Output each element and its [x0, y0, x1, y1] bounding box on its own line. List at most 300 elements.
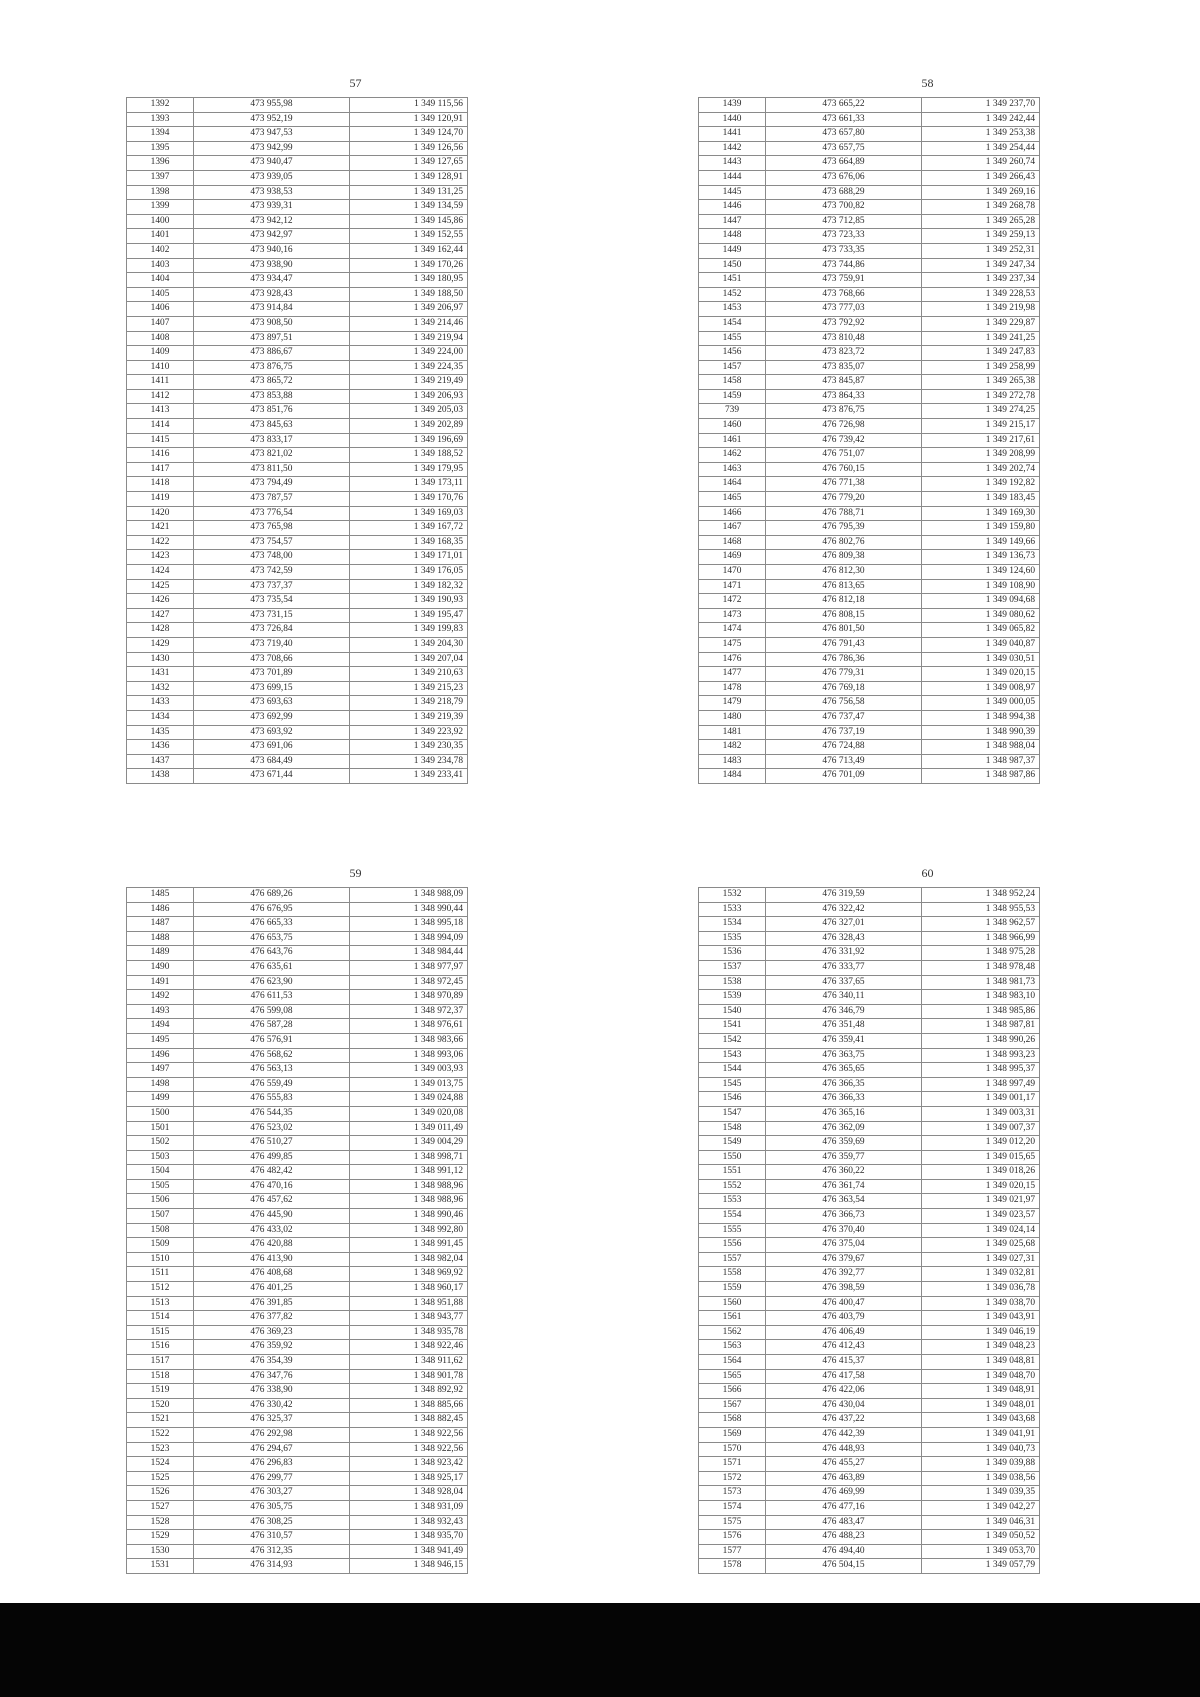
x-coordinate-cell: 476 420,88 [194, 1238, 350, 1253]
x-coordinate-cell: 473 708,66 [194, 652, 350, 667]
table-row [127, 1486, 468, 1501]
table-row [127, 754, 468, 769]
x-coordinate-cell: 476 340,11 [766, 990, 922, 1005]
x-coordinate-cell: 476 559,49 [194, 1077, 350, 1092]
table-row [127, 229, 468, 244]
table-row [127, 579, 468, 594]
table-row [699, 462, 1040, 477]
table-row [699, 1413, 1040, 1428]
x-coordinate-cell: 476 499,85 [194, 1150, 350, 1165]
y-coordinate-cell: 1 349 080,62 [922, 608, 1040, 623]
point-number-cell: 1530 [127, 1544, 194, 1559]
y-coordinate-cell: 1 349 230,35 [350, 740, 468, 755]
table-row [699, 243, 1040, 258]
y-coordinate-cell: 1 348 990,26 [922, 1033, 1040, 1048]
point-number-cell: 1400 [127, 214, 194, 229]
table-row [127, 917, 468, 932]
point-number-cell: 1485 [127, 888, 194, 903]
table-row [699, 1544, 1040, 1559]
x-coordinate-cell: 473 661,33 [766, 112, 922, 127]
table-row [699, 1033, 1040, 1048]
x-coordinate-cell: 476 359,77 [766, 1150, 922, 1165]
x-coordinate-cell: 476 366,33 [766, 1092, 922, 1107]
table-row [127, 521, 468, 536]
table-row [127, 477, 468, 492]
point-number-cell: 1458 [699, 375, 766, 390]
table-row [699, 1238, 1040, 1253]
table-row [127, 1530, 468, 1545]
y-coordinate-cell: 1 349 012,20 [922, 1136, 1040, 1151]
x-coordinate-cell: 476 788,71 [766, 506, 922, 521]
x-coordinate-cell: 473 731,15 [194, 608, 350, 623]
y-coordinate-cell: 1 349 228,53 [922, 287, 1040, 302]
point-number-cell: 1473 [699, 608, 766, 623]
table-row [127, 1311, 468, 1326]
y-coordinate-cell: 1 349 126,56 [350, 141, 468, 156]
point-number-cell: 1450 [699, 258, 766, 273]
point-number-cell: 1519 [127, 1384, 194, 1399]
y-coordinate-cell: 1 349 039,35 [922, 1486, 1040, 1501]
point-number-cell: 1562 [699, 1325, 766, 1340]
y-coordinate-cell: 1 349 266,43 [922, 170, 1040, 185]
x-coordinate-cell: 476 351,48 [766, 1019, 922, 1034]
point-number-cell: 1552 [699, 1179, 766, 1194]
point-number-cell: 1477 [699, 667, 766, 682]
point-number-cell: 1508 [127, 1223, 194, 1238]
y-coordinate-cell: 1 349 234,78 [350, 754, 468, 769]
table-row [699, 141, 1040, 156]
x-coordinate-cell: 476 377,82 [194, 1311, 350, 1326]
y-coordinate-cell: 1 349 170,76 [350, 492, 468, 507]
x-coordinate-cell: 476 643,76 [194, 946, 350, 961]
point-number-cell: 1461 [699, 433, 766, 448]
y-coordinate-cell: 1 349 169,30 [922, 506, 1040, 521]
x-coordinate-cell: 476 303,27 [194, 1486, 350, 1501]
point-number-cell: 1407 [127, 316, 194, 331]
point-number-cell: 1546 [699, 1092, 766, 1107]
y-coordinate-cell: 1 349 057,79 [922, 1559, 1040, 1574]
x-coordinate-cell: 473 742,59 [194, 565, 350, 580]
x-coordinate-cell: 473 823,72 [766, 346, 922, 361]
y-coordinate-cell: 1 349 182,32 [350, 579, 468, 594]
x-coordinate-cell: 476 347,76 [194, 1369, 350, 1384]
point-number-cell: 1555 [699, 1223, 766, 1238]
y-coordinate-cell: 1 348 988,96 [350, 1194, 468, 1209]
y-coordinate-cell: 1 349 214,46 [350, 316, 468, 331]
y-coordinate-cell: 1 349 134,59 [350, 200, 468, 215]
point-number-cell: 1496 [127, 1048, 194, 1063]
table-row [699, 975, 1040, 990]
y-coordinate-cell: 1 348 928,04 [350, 1486, 468, 1501]
table-row [699, 419, 1040, 434]
table-row [127, 990, 468, 1005]
point-number-cell: 1576 [699, 1530, 766, 1545]
point-number-cell: 1397 [127, 170, 194, 185]
table-row [699, 667, 1040, 682]
table-row [127, 492, 468, 507]
x-coordinate-cell: 476 701,09 [766, 769, 922, 784]
page-number: 57 [349, 76, 362, 90]
table-row [127, 375, 468, 390]
point-number-cell: 1433 [127, 696, 194, 711]
table-row [699, 769, 1040, 784]
x-coordinate-cell: 476 330,42 [194, 1398, 350, 1413]
point-number-cell: 1443 [699, 156, 766, 171]
x-coordinate-cell: 473 765,98 [194, 521, 350, 536]
table-row [127, 170, 468, 185]
y-coordinate-cell: 1 349 217,61 [922, 433, 1040, 448]
y-coordinate-cell: 1 348 892,92 [350, 1384, 468, 1399]
x-coordinate-cell: 476 422,06 [766, 1384, 922, 1399]
x-coordinate-cell: 473 942,12 [194, 214, 350, 229]
point-number-cell: 1522 [127, 1427, 194, 1442]
x-coordinate-cell: 476 737,47 [766, 710, 922, 725]
point-number-cell: 1505 [127, 1179, 194, 1194]
y-coordinate-cell: 1 349 065,82 [922, 623, 1040, 638]
x-coordinate-cell: 476 430,04 [766, 1398, 922, 1413]
x-coordinate-cell: 476 375,04 [766, 1238, 922, 1253]
y-coordinate-cell: 1 349 274,25 [922, 404, 1040, 419]
point-number-cell: 1418 [127, 477, 194, 492]
x-coordinate-cell: 473 947,53 [194, 127, 350, 142]
x-coordinate-cell: 473 748,00 [194, 550, 350, 565]
table-row [699, 1355, 1040, 1370]
table-row [699, 740, 1040, 755]
coordinates-table [126, 887, 468, 1574]
x-coordinate-cell: 476 391,85 [194, 1296, 350, 1311]
table-row [127, 1369, 468, 1384]
point-number-cell: 1429 [127, 637, 194, 652]
x-coordinate-cell: 476 494,40 [766, 1544, 922, 1559]
point-number-cell: 1474 [699, 623, 766, 638]
table-row [127, 346, 468, 361]
table-row [127, 1033, 468, 1048]
y-coordinate-cell: 1 349 233,41 [350, 769, 468, 784]
point-number-cell: 1394 [127, 127, 194, 142]
point-number-cell: 1571 [699, 1457, 766, 1472]
x-coordinate-cell: 476 299,77 [194, 1471, 350, 1486]
x-coordinate-cell: 476 308,25 [194, 1515, 350, 1530]
x-coordinate-cell: 473 693,92 [194, 725, 350, 740]
y-coordinate-cell: 1 348 955,53 [922, 902, 1040, 917]
y-coordinate-cell: 1 348 952,24 [922, 888, 1040, 903]
x-coordinate-cell: 473 864,33 [766, 389, 922, 404]
y-coordinate-cell: 1 349 224,35 [350, 360, 468, 375]
table-row [127, 389, 468, 404]
point-number-cell: 1554 [699, 1209, 766, 1224]
x-coordinate-cell: 476 653,75 [194, 931, 350, 946]
point-number-cell: 1440 [699, 112, 766, 127]
y-coordinate-cell: 1 349 241,25 [922, 331, 1040, 346]
point-number-cell: 1560 [699, 1296, 766, 1311]
table-row [699, 1427, 1040, 1442]
table-row [127, 273, 468, 288]
y-coordinate-cell: 1 349 173,11 [350, 477, 468, 492]
x-coordinate-cell: 473 768,66 [766, 287, 922, 302]
y-coordinate-cell: 1 349 004,29 [350, 1136, 468, 1151]
table-row [127, 1267, 468, 1282]
y-coordinate-cell: 1 349 188,52 [350, 448, 468, 463]
y-coordinate-cell: 1 348 966,99 [922, 931, 1040, 946]
x-coordinate-cell: 473 845,63 [194, 419, 350, 434]
x-coordinate-cell: 476 331,92 [766, 946, 922, 961]
y-coordinate-cell: 1 349 015,65 [922, 1150, 1040, 1165]
x-coordinate-cell: 476 756,58 [766, 696, 922, 711]
x-coordinate-cell: 476 363,54 [766, 1194, 922, 1209]
table-row [127, 1063, 468, 1078]
y-coordinate-cell: 1 349 042,27 [922, 1500, 1040, 1515]
point-number-cell: 1409 [127, 346, 194, 361]
y-coordinate-cell: 1 349 159,80 [922, 521, 1040, 536]
x-coordinate-cell: 476 483,47 [766, 1515, 922, 1530]
point-number-cell: 1436 [127, 740, 194, 755]
table-row [127, 1544, 468, 1559]
y-coordinate-cell: 1 348 992,80 [350, 1223, 468, 1238]
y-coordinate-cell: 1 348 922,56 [350, 1427, 468, 1442]
point-number-cell: 1403 [127, 258, 194, 273]
point-number-cell: 1480 [699, 710, 766, 725]
x-coordinate-cell: 476 457,62 [194, 1194, 350, 1209]
point-number-cell: 1478 [699, 681, 766, 696]
point-number-cell: 1449 [699, 243, 766, 258]
point-number-cell: 1398 [127, 185, 194, 200]
table-row [127, 1209, 468, 1224]
point-number-cell: 1441 [699, 127, 766, 142]
table-row [699, 448, 1040, 463]
x-coordinate-cell: 476 359,92 [194, 1340, 350, 1355]
table-row [699, 506, 1040, 521]
y-coordinate-cell: 1 349 024,88 [350, 1092, 468, 1107]
table-row [127, 1150, 468, 1165]
y-coordinate-cell: 1 349 149,66 [922, 535, 1040, 550]
point-number-cell: 1448 [699, 229, 766, 244]
table-row [699, 1121, 1040, 1136]
table-row [699, 1369, 1040, 1384]
point-number-cell: 1415 [127, 433, 194, 448]
table-row [127, 652, 468, 667]
x-coordinate-cell: 473 853,88 [194, 389, 350, 404]
table-row [127, 1500, 468, 1515]
y-coordinate-cell: 1 349 229,87 [922, 316, 1040, 331]
x-coordinate-cell: 476 587,28 [194, 1019, 350, 1034]
table-row [127, 1325, 468, 1340]
y-coordinate-cell: 1 348 983,10 [922, 990, 1040, 1005]
point-number-cell: 1556 [699, 1238, 766, 1253]
x-coordinate-cell: 476 413,90 [194, 1252, 350, 1267]
y-coordinate-cell: 1 349 169,03 [350, 506, 468, 521]
x-coordinate-cell: 473 688,29 [766, 185, 922, 200]
table-row [699, 1063, 1040, 1078]
table-row [699, 1515, 1040, 1530]
point-number-cell: 1392 [127, 98, 194, 113]
x-coordinate-cell: 473 876,75 [766, 404, 922, 419]
table-row [699, 1179, 1040, 1194]
table-row [127, 404, 468, 419]
y-coordinate-cell: 1 348 975,28 [922, 946, 1040, 961]
table-row [127, 506, 468, 521]
point-number-cell: 1558 [699, 1267, 766, 1282]
x-coordinate-cell: 476 445,90 [194, 1209, 350, 1224]
point-number-cell: 1526 [127, 1486, 194, 1501]
x-coordinate-cell: 476 635,61 [194, 960, 350, 975]
point-number-cell: 1488 [127, 931, 194, 946]
point-number-cell: 1498 [127, 1077, 194, 1092]
point-number-cell: 1515 [127, 1325, 194, 1340]
point-number-cell: 1393 [127, 112, 194, 127]
table-row [699, 888, 1040, 903]
x-coordinate-cell: 476 739,42 [766, 433, 922, 448]
y-coordinate-cell: 1 348 991,45 [350, 1238, 468, 1253]
point-number-cell: 1427 [127, 608, 194, 623]
x-coordinate-cell: 476 477,16 [766, 1500, 922, 1515]
point-number-cell: 1410 [127, 360, 194, 375]
point-number-cell: 1434 [127, 710, 194, 725]
table-row [699, 1267, 1040, 1282]
table-row [127, 156, 468, 171]
coordinates-table [126, 97, 468, 784]
y-coordinate-cell: 1 348 901,78 [350, 1369, 468, 1384]
x-coordinate-cell: 473 940,47 [194, 156, 350, 171]
x-coordinate-cell: 473 665,22 [766, 98, 922, 113]
y-coordinate-cell: 1 348 987,37 [922, 754, 1040, 769]
table-row [699, 1530, 1040, 1545]
x-coordinate-cell: 476 333,77 [766, 960, 922, 975]
y-coordinate-cell: 1 349 008,97 [922, 681, 1040, 696]
table-row [699, 375, 1040, 390]
table-row [699, 1150, 1040, 1165]
x-coordinate-cell: 476 365,65 [766, 1063, 922, 1078]
point-number-cell: 1489 [127, 946, 194, 961]
x-coordinate-cell: 476 623,90 [194, 975, 350, 990]
table-row [127, 1238, 468, 1253]
point-number-cell: 1572 [699, 1471, 766, 1486]
table-row [127, 975, 468, 990]
table-row [127, 1121, 468, 1136]
table-row [127, 112, 468, 127]
x-coordinate-cell: 476 779,31 [766, 667, 922, 682]
y-coordinate-cell: 1 349 253,38 [922, 127, 1040, 142]
point-number-cell: 1570 [699, 1442, 766, 1457]
point-number-cell: 1396 [127, 156, 194, 171]
table-row [699, 652, 1040, 667]
y-coordinate-cell: 1 349 038,56 [922, 1471, 1040, 1486]
y-coordinate-cell: 1 349 050,52 [922, 1530, 1040, 1545]
point-number-cell: 1509 [127, 1238, 194, 1253]
x-coordinate-cell: 473 777,03 [766, 302, 922, 317]
x-coordinate-cell: 476 760,15 [766, 462, 922, 477]
y-coordinate-cell: 1 349 180,95 [350, 273, 468, 288]
table-row [127, 1340, 468, 1355]
x-coordinate-cell: 476 448,93 [766, 1442, 922, 1457]
table-row [127, 1092, 468, 1107]
y-coordinate-cell: 1 348 932,43 [350, 1515, 468, 1530]
x-coordinate-cell: 473 928,43 [194, 287, 350, 302]
table-row [699, 229, 1040, 244]
x-coordinate-cell: 476 403,79 [766, 1311, 922, 1326]
table-row [127, 419, 468, 434]
table-row [127, 931, 468, 946]
x-coordinate-cell: 473 810,48 [766, 331, 922, 346]
point-number-cell: 1408 [127, 331, 194, 346]
y-coordinate-cell: 1 348 990,39 [922, 725, 1040, 740]
table-row [127, 1194, 468, 1209]
y-coordinate-cell: 1 349 167,72 [350, 521, 468, 536]
point-number-cell: 1577 [699, 1544, 766, 1559]
x-coordinate-cell: 473 737,37 [194, 579, 350, 594]
page-60 [698, 866, 1157, 1571]
table-row [699, 946, 1040, 961]
point-number-cell: 1414 [127, 419, 194, 434]
y-coordinate-cell: 1 349 020,15 [922, 667, 1040, 682]
table-row [127, 1019, 468, 1034]
point-number-cell: 1455 [699, 331, 766, 346]
y-coordinate-cell: 1 349 269,16 [922, 185, 1040, 200]
table-row [127, 1296, 468, 1311]
y-coordinate-cell: 1 349 215,17 [922, 419, 1040, 434]
point-number-cell: 1563 [699, 1340, 766, 1355]
y-coordinate-cell: 1 348 978,48 [922, 960, 1040, 975]
point-number-cell: 1573 [699, 1486, 766, 1501]
x-coordinate-cell: 473 700,82 [766, 200, 922, 215]
point-number-cell: 1528 [127, 1515, 194, 1530]
x-coordinate-cell: 476 322,42 [766, 902, 922, 917]
y-coordinate-cell: 1 349 190,93 [350, 594, 468, 609]
table-row [699, 725, 1040, 740]
x-coordinate-cell: 476 689,26 [194, 888, 350, 903]
x-coordinate-cell: 473 914,84 [194, 302, 350, 317]
y-coordinate-cell: 1 349 206,97 [350, 302, 468, 317]
x-coordinate-cell: 476 726,98 [766, 419, 922, 434]
x-coordinate-cell: 476 523,02 [194, 1121, 350, 1136]
table-row [699, 960, 1040, 975]
point-number-cell: 1569 [699, 1427, 766, 1442]
point-number-cell: 1557 [699, 1252, 766, 1267]
x-coordinate-cell: 476 433,02 [194, 1223, 350, 1238]
y-coordinate-cell: 1 349 247,34 [922, 258, 1040, 273]
table-row [127, 710, 468, 725]
y-coordinate-cell: 1 349 043,68 [922, 1413, 1040, 1428]
point-number-cell: 1451 [699, 273, 766, 288]
y-coordinate-cell: 1 348 935,78 [350, 1325, 468, 1340]
table-row [699, 623, 1040, 638]
table-row [699, 931, 1040, 946]
table-row [127, 681, 468, 696]
x-coordinate-cell: 476 808,15 [766, 608, 922, 623]
x-coordinate-cell: 473 811,50 [194, 462, 350, 477]
y-coordinate-cell: 1 349 024,14 [922, 1223, 1040, 1238]
table-row [699, 433, 1040, 448]
y-coordinate-cell: 1 348 987,81 [922, 1019, 1040, 1034]
table-row [699, 185, 1040, 200]
x-coordinate-cell: 473 684,49 [194, 754, 350, 769]
coordinates-table [698, 97, 1040, 784]
x-coordinate-cell: 473 754,57 [194, 535, 350, 550]
table-row [699, 754, 1040, 769]
x-coordinate-cell: 476 312,35 [194, 1544, 350, 1559]
table-row [699, 565, 1040, 580]
x-coordinate-cell: 476 361,74 [766, 1179, 922, 1194]
point-number-cell: 1543 [699, 1048, 766, 1063]
table-row [127, 608, 468, 623]
point-number-cell: 1575 [699, 1515, 766, 1530]
point-number-cell: 1445 [699, 185, 766, 200]
point-number-cell: 1494 [127, 1019, 194, 1034]
point-number-cell: 1510 [127, 1252, 194, 1267]
x-coordinate-cell: 473 940,16 [194, 243, 350, 258]
page-number: 59 [349, 866, 362, 880]
x-coordinate-cell: 473 733,35 [766, 243, 922, 258]
y-coordinate-cell: 1 348 988,04 [922, 740, 1040, 755]
